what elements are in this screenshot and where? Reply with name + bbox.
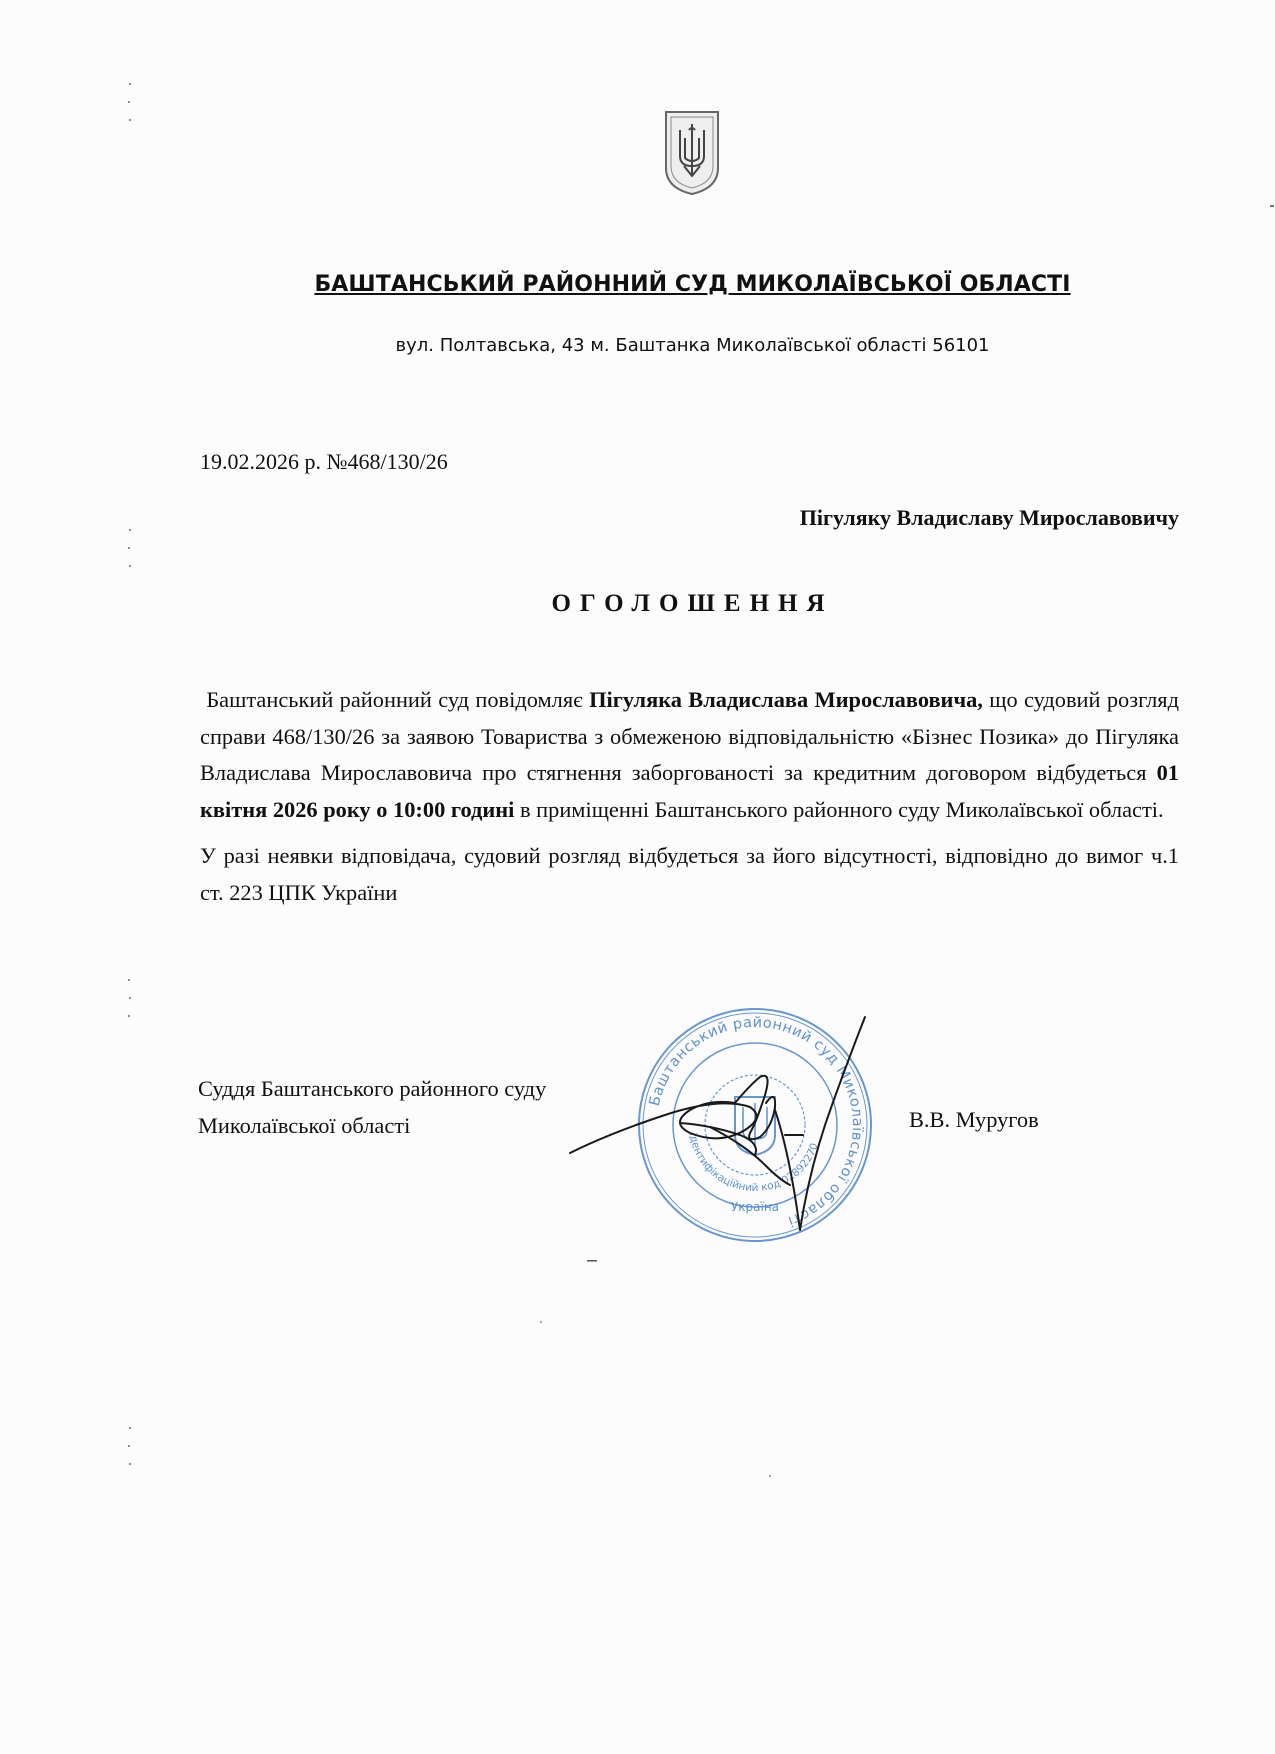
court-address: вул. Полтавська, 43 м. Баштанка Миколаївської області 56101 (395, 335, 990, 356)
coat-of-arms-icon (662, 108, 722, 196)
seal-inner-text: ідентифікаційний код 02892270 (686, 1131, 821, 1195)
judge-signature (560, 1015, 920, 1255)
court-name-heading: БАШТАНСЬКИЙ РАЙОННИЙ СУД МИКОЛАЇВСЬКОЇ ОБЛАСТІ (314, 272, 1071, 297)
notice-paragraph-absence: У разі неявки відповідача, судовий розгляд відбудеться за його відсутності, відповідно до вимог ч.1 ст. 223 ЦПК України (200, 843, 1179, 905)
judge-name: В.В. Муругов (909, 1107, 1039, 1132)
judge-title-line-1: Суддя Баштанського районного суду (198, 1076, 547, 1101)
judge-title-line-2: Миколаївської області (198, 1113, 411, 1138)
judge-title (198, 1070, 546, 1144)
recipient-name: Пігуляку Владиславу Мирославовичу (799, 505, 1179, 530)
date-and-reference-number: 19.02.2026 р. №468/130/26 (200, 449, 448, 474)
notice-paragraph-main: Баштанський районний суд повідомляє Пігуляка Владислава Мирославовича, що судовий розгляд справи 468/130/26 за заявою Товариства з обмеженою відповідальністю «Бізнес Позика» до Пігуляка Владислава Мирославовича про стягнення заборгованості за кредитним договором відбудеться 01 квітня 2026 року о 10:00 годині в приміщенні Баштанського районного суду Миколаївської області. (200, 687, 1179, 822)
seal-country-text: Україна (730, 1200, 780, 1214)
notice-body (200, 682, 1179, 911)
seal-ring-text: Баштанський районний суд Миколаївської області (646, 1014, 866, 1230)
notice-title: ОГОЛОШЕННЯ (551, 590, 834, 617)
